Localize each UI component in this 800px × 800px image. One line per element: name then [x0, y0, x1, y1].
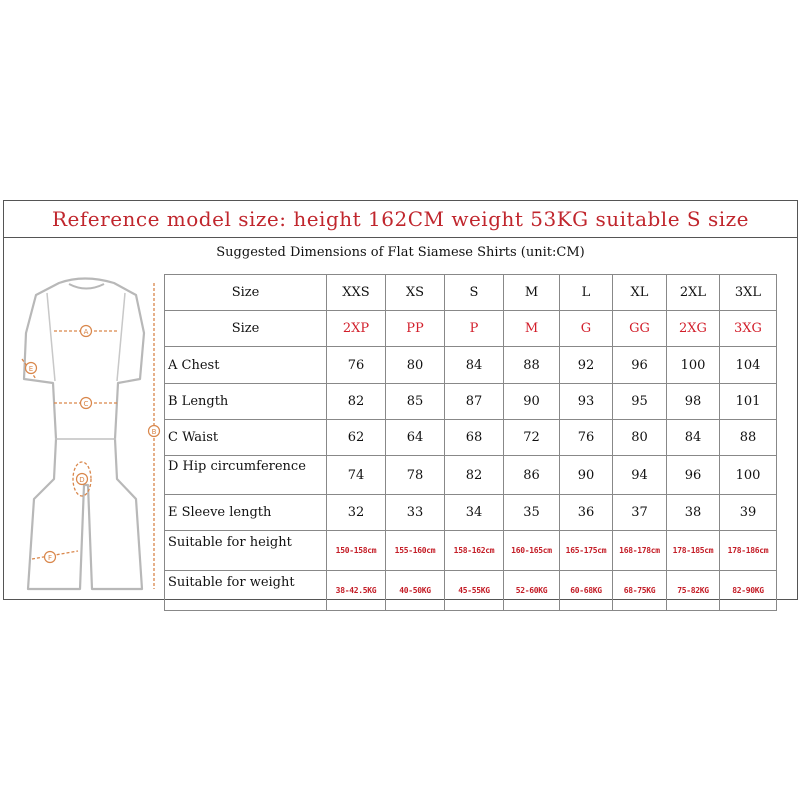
alt-size-label: Size: [165, 311, 327, 347]
table-row: [165, 311, 777, 347]
marker-c-label: C: [83, 400, 89, 408]
table-cell: 76: [560, 420, 613, 456]
table-cell: 101: [720, 384, 777, 420]
table-cell: 72: [504, 420, 560, 456]
row-label-length: B Length: [165, 384, 327, 420]
table-cell: 92: [560, 347, 613, 384]
table-cell: 82: [327, 384, 386, 420]
size-header: 3XL: [720, 275, 777, 311]
table-row: [165, 347, 777, 384]
alt-size: M: [504, 311, 560, 347]
table-cell: 33: [386, 495, 445, 531]
size-header: XXS: [327, 275, 386, 311]
marker-a-label: A: [83, 328, 89, 336]
height-range: 168-178cm: [613, 531, 667, 571]
table-cell: 96: [613, 347, 667, 384]
table-row: [165, 456, 777, 495]
height-range: 160-165cm: [504, 531, 560, 571]
table-row: [165, 275, 777, 311]
table-cell: 82: [445, 456, 504, 495]
table-cell: 34: [445, 495, 504, 531]
table-cell: 100: [667, 347, 720, 384]
alt-size: GG: [613, 311, 667, 347]
size-header: XL: [613, 275, 667, 311]
table-cell: 39: [720, 495, 777, 531]
table-cell: 88: [504, 347, 560, 384]
weight-range: 68-75KG: [613, 571, 667, 611]
weight-range: 82-90KG: [720, 571, 777, 611]
table-cell: 62: [327, 420, 386, 456]
row-label-weight: Suitable for weight: [165, 571, 327, 611]
height-range: 150-158cm: [327, 531, 386, 571]
alt-size: 3XG: [720, 311, 777, 347]
table-cell: 84: [445, 347, 504, 384]
height-range: 165-175cm: [560, 531, 613, 571]
table-cell: 90: [560, 456, 613, 495]
size-header-label: Size: [165, 275, 327, 311]
table-cell: 38: [667, 495, 720, 531]
table-cell: 85: [386, 384, 445, 420]
table-cell: 80: [386, 347, 445, 384]
weight-range: 75-82KG: [667, 571, 720, 611]
marker-e-label: E: [28, 365, 34, 373]
marker-b-label: B: [151, 428, 157, 436]
weight-range: 52-60KG: [504, 571, 560, 611]
table-cell: 35: [504, 495, 560, 531]
weight-range: 38-42.5KG: [327, 571, 386, 611]
height-range: 178-185cm: [667, 531, 720, 571]
table-cell: 68: [445, 420, 504, 456]
table-cell: 94: [613, 456, 667, 495]
table-row: [165, 384, 777, 420]
alt-size: 2XP: [327, 311, 386, 347]
size-table: [164, 274, 777, 611]
skinsuit-outline: [24, 279, 144, 590]
row-label-sleeve: E Sleeve length: [165, 495, 327, 531]
table-cell: 93: [560, 384, 613, 420]
table-cell: 86: [504, 456, 560, 495]
height-range: 155-160cm: [386, 531, 445, 571]
table-cell: 64: [386, 420, 445, 456]
size-header: XS: [386, 275, 445, 311]
height-range: 178-186cm: [720, 531, 777, 571]
alt-size: P: [445, 311, 504, 347]
size-chart-frame: [3, 200, 798, 600]
table-row: [165, 571, 777, 611]
alt-size: PP: [386, 311, 445, 347]
table-cell: 88: [720, 420, 777, 456]
table-row: [165, 420, 777, 456]
table-cell: 95: [613, 384, 667, 420]
table-cell: 32: [327, 495, 386, 531]
table-cell: 36: [560, 495, 613, 531]
table-cell: 78: [386, 456, 445, 495]
table-row: [165, 531, 777, 571]
table-cell: 100: [720, 456, 777, 495]
marker-d-label: D: [79, 476, 85, 484]
alt-size: G: [560, 311, 613, 347]
alt-size: 2XG: [667, 311, 720, 347]
table-cell: 104: [720, 347, 777, 384]
skinsuit-diagram: [14, 271, 164, 596]
marker-f-label: F: [47, 554, 53, 562]
size-header: 2XL: [667, 275, 720, 311]
table-cell: 98: [667, 384, 720, 420]
height-range: 158-162cm: [445, 531, 504, 571]
table-row: [165, 495, 777, 531]
table-cell: 74: [327, 456, 386, 495]
table-subtitle: Suggested Dimensions of Flat Siamese Shirts (unit:CM): [216, 245, 585, 260]
size-header: M: [504, 275, 560, 311]
row-label-height: Suitable for height: [165, 531, 327, 571]
table-cell: 84: [667, 420, 720, 456]
weight-range: 60-68KG: [560, 571, 613, 611]
weight-range: 40-50KG: [386, 571, 445, 611]
table-cell: 87: [445, 384, 504, 420]
weight-range: 45-55KG: [445, 571, 504, 611]
table-cell: 37: [613, 495, 667, 531]
table-cell: 90: [504, 384, 560, 420]
row-label-hip: D Hip circumference: [165, 456, 327, 495]
row-label-chest: A Chest: [165, 347, 327, 384]
row-label-waist: C Waist: [165, 420, 327, 456]
size-header: S: [445, 275, 504, 311]
table-cell: 76: [327, 347, 386, 384]
table-cell: 96: [667, 456, 720, 495]
size-header: L: [560, 275, 613, 311]
table-cell: 80: [613, 420, 667, 456]
reference-model-banner: Reference model size: height 162CM weight 53KG suitable S size: [4, 201, 797, 238]
